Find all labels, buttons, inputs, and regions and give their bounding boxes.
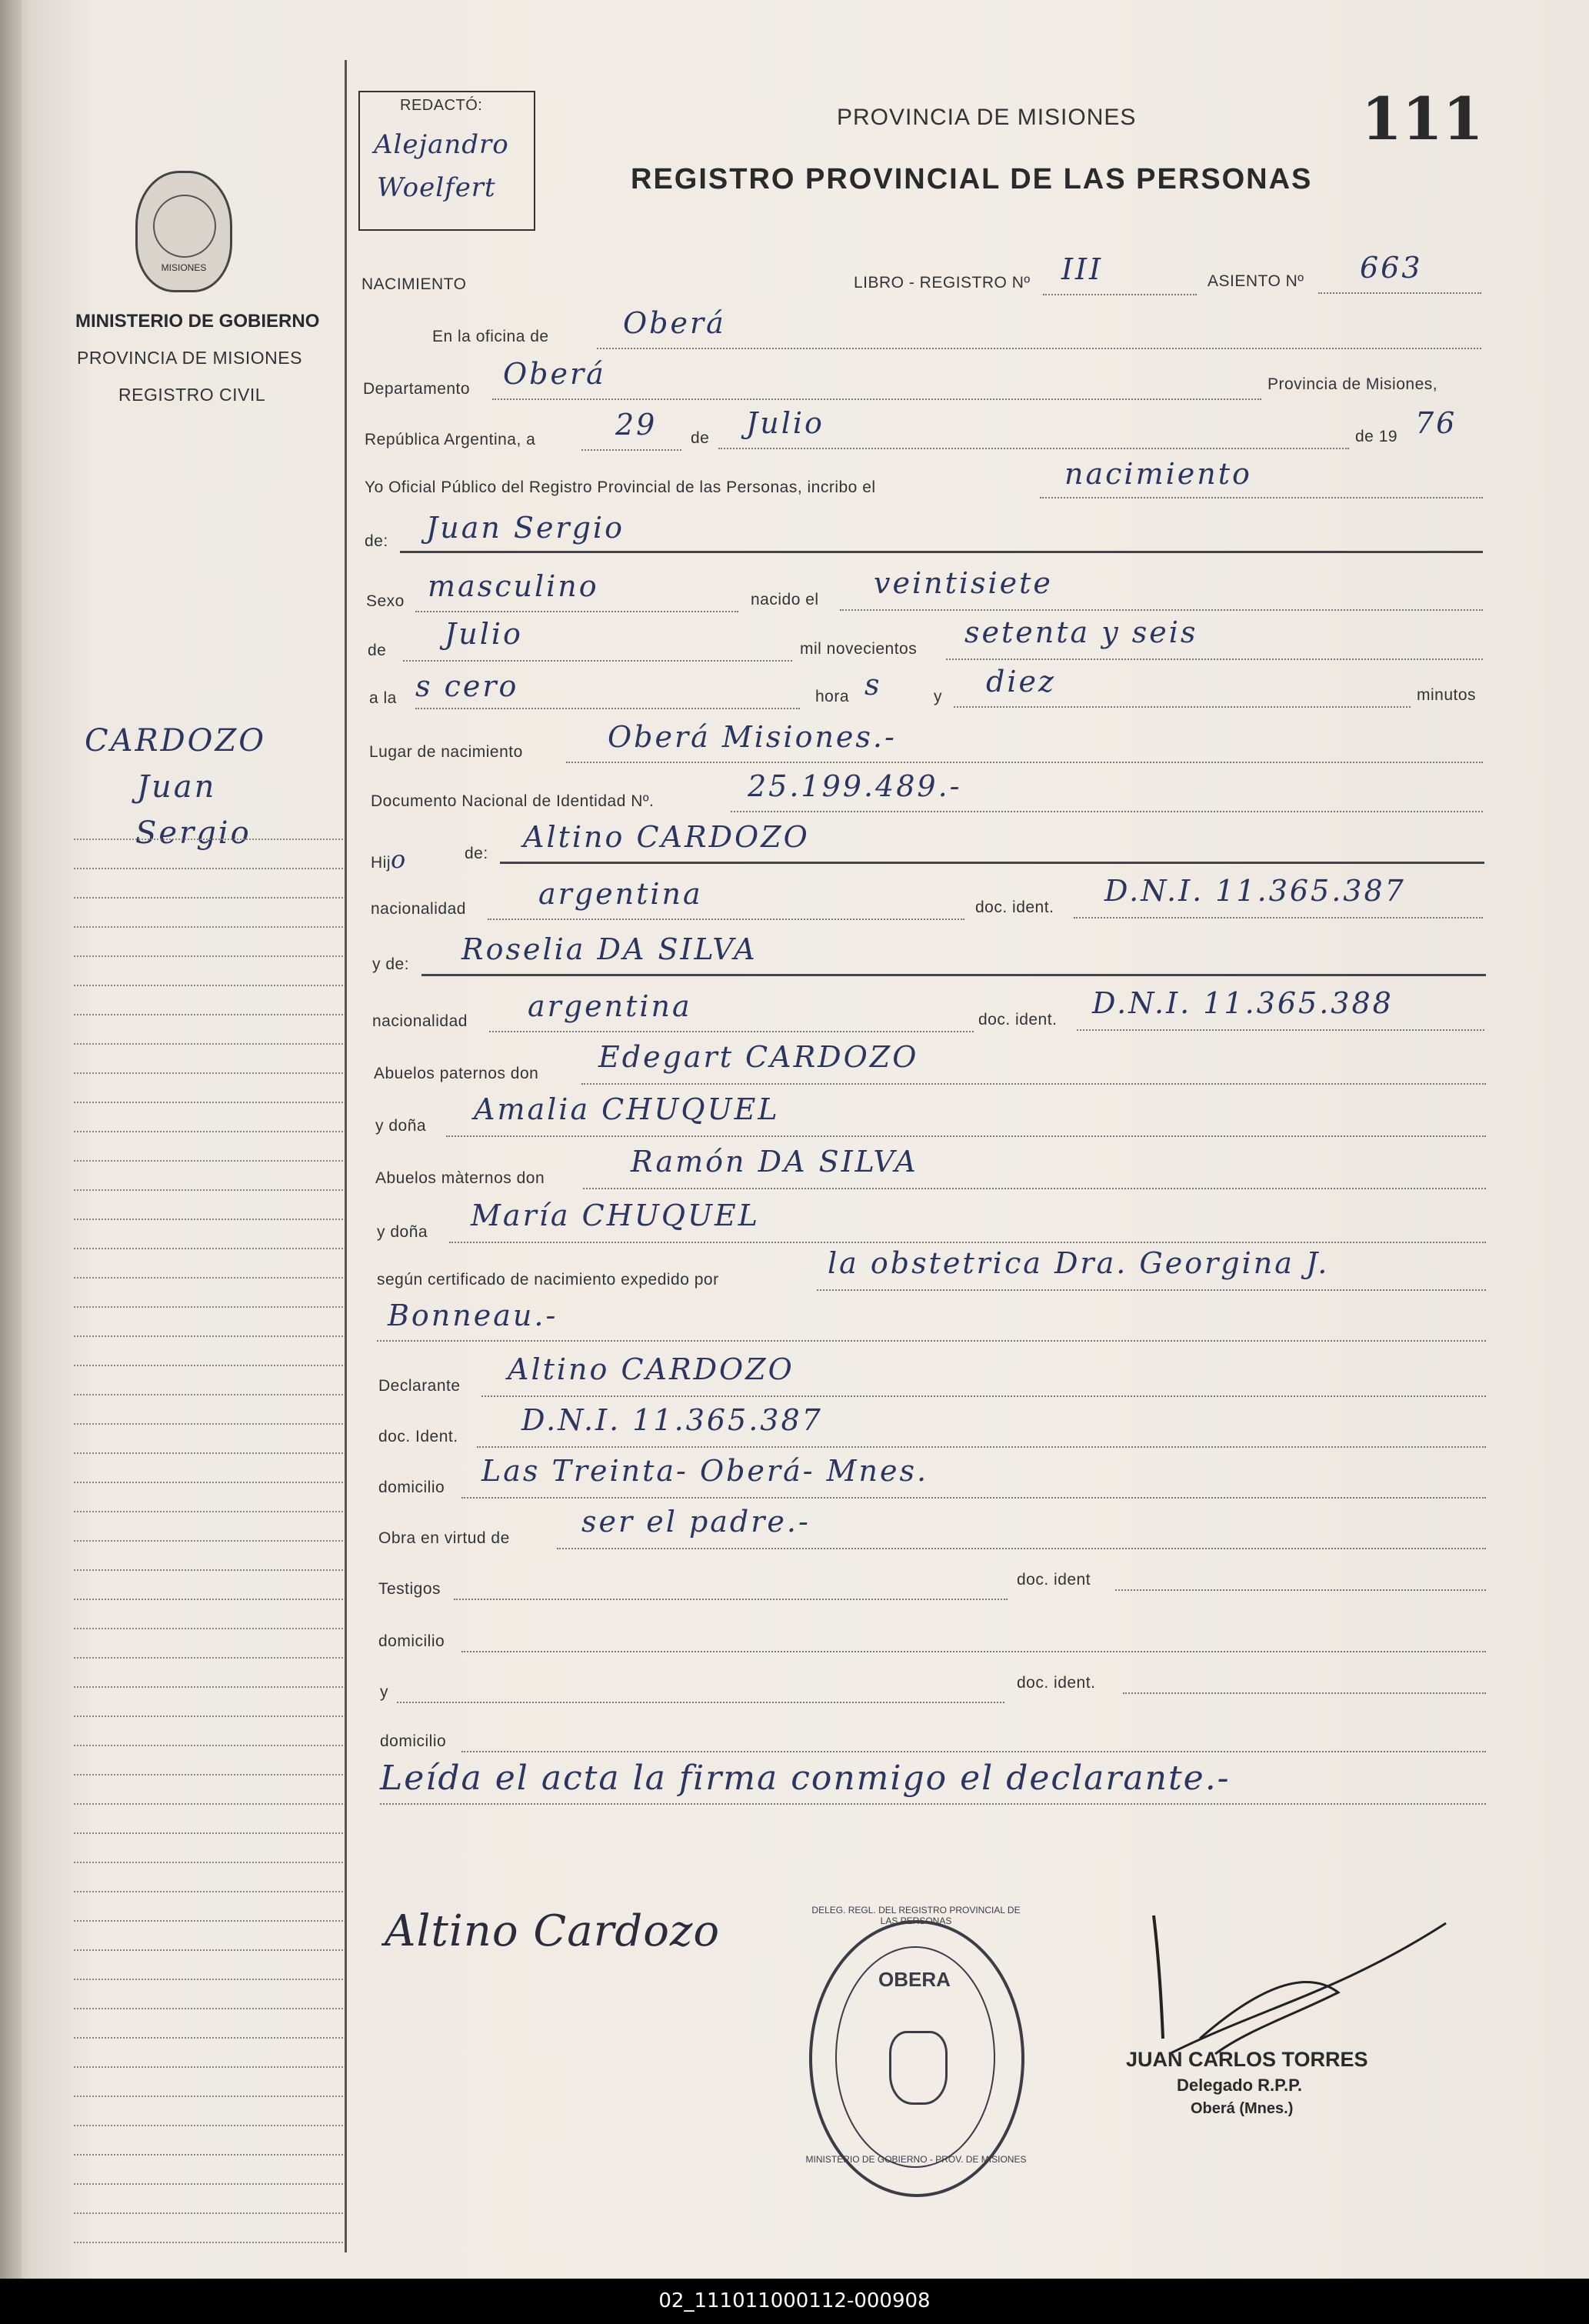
margin-ruled-line (74, 1686, 343, 1688)
minutos-label: minutos (1417, 686, 1477, 704)
mother-value: Roselia DA SILVA (461, 932, 758, 966)
oficina-label: En la oficina de (432, 328, 549, 345)
testigos-label: Testigos (378, 1580, 441, 1598)
margin-ruled-line (74, 1365, 343, 1366)
margin-ruled-line (74, 1423, 343, 1425)
ministry-registro: REGISTRO CIVIL (118, 385, 266, 405)
father-value: Altino CARDOZO (523, 820, 810, 854)
margin-ruled-line (74, 1832, 343, 1834)
margin-ruled-line (74, 839, 343, 840)
margin-ruled-line (74, 1306, 343, 1308)
margin-ruled-line (74, 1335, 343, 1337)
month-value: Julio (746, 406, 824, 440)
nac1-label: nacionalidad (371, 900, 466, 918)
provincia-label: Provincia de Misiones, (1268, 375, 1438, 393)
min-value: diez (986, 665, 1056, 699)
hijo-group (371, 845, 408, 874)
dni-value: 25.199.489.- (748, 769, 962, 803)
registry-title: REGISTRO PROVINCIAL DE LAS PERSONAS (631, 163, 1313, 195)
de-label: de (691, 429, 710, 447)
margin-ruled-line (74, 1219, 343, 1220)
redacto-box (358, 91, 535, 231)
abuelos-p-value: Edegart CARDOZO (598, 1040, 919, 1074)
oficina-value: Oberá (623, 306, 726, 340)
official-place: Oberá (Mnes.) (1191, 2100, 1294, 2117)
margin-ruled-line (74, 1599, 343, 1600)
margin-ruled-line (74, 1102, 343, 1103)
segun-value2: Bonneau.- (388, 1299, 558, 1332)
margin-ruled-line (74, 1160, 343, 1162)
margin-middlename: Sergio (135, 815, 252, 851)
margin-ruled-line (74, 1803, 343, 1805)
republica-label: República Argentina, a (365, 431, 536, 448)
mil-label: mil novecientos (800, 640, 918, 658)
margin-ruled-line (74, 1569, 343, 1571)
dni-label: Documento Nacional de Identidad Nº. (371, 792, 655, 810)
nac1-value: argentina (538, 877, 703, 911)
closing-text: Leída el acta la firma conmigo el declarante.- (380, 1759, 1231, 1798)
margin-ruled-line (74, 2066, 343, 2068)
margin-ruled-line (74, 2096, 343, 2097)
libro-label: LIBRO - REGISTRO Nº (854, 274, 1031, 292)
margin-ruled-line (74, 2154, 343, 2156)
domicilio2-label: domicilio (378, 1632, 445, 1650)
official-role: Delegado R.P.P. (1177, 2076, 1303, 2095)
nacimiento-label: NACIMIENTO (361, 275, 467, 293)
yde-label: y de: (372, 955, 410, 973)
seal-center-text: OBERA (878, 1968, 951, 1991)
margin-ruled-line (74, 955, 343, 957)
margin-ruled-line (74, 1862, 343, 1863)
dona2-value: María CHUQUEL (471, 1199, 761, 1232)
month2-value: Julio (445, 617, 523, 651)
seal-bottom-text: MINISTERIO DE GOBIERNO - PROV. DE MISIONES (805, 2154, 1027, 2165)
margin-ruled-line (74, 1248, 343, 1249)
crest-icon (135, 171, 232, 292)
docident5-label: doc. ident. (1017, 1674, 1096, 1692)
margin-ruled-line (74, 1657, 343, 1659)
margin-ruled-line (74, 1891, 343, 1892)
nac2-value: argentina (528, 989, 692, 1023)
margin-ruled-line (74, 1979, 343, 1980)
day-value: 29 (615, 408, 658, 442)
abuelos-m-label: Abuelos màternos don (375, 1169, 545, 1187)
province-header: PROVINCIA DE MISIONES (837, 105, 1137, 130)
oficial-label: Yo Oficial Público del Registro Provincial de las Personas, incribo el (365, 478, 876, 496)
redacto-name2: Woelfert (377, 172, 496, 203)
margin-ruled-line (74, 1774, 343, 1776)
margin-ruled-line (74, 1628, 343, 1629)
docident3-label: doc. Ident. (378, 1428, 458, 1445)
ministry-name: MINISTERIO DE GOBIERNO (75, 311, 320, 332)
oficial-value: nacimiento (1064, 457, 1252, 491)
docident1-label: doc. ident. (975, 899, 1054, 916)
ala-label: a la (369, 689, 397, 707)
declarante-label: Declarante (378, 1377, 461, 1395)
margin-ruled-line (74, 1043, 343, 1045)
hijo-suffix: o (391, 845, 408, 874)
margin-ruled-line (74, 985, 343, 986)
declarante-value: Altino CARDOZO (508, 1352, 794, 1386)
hijo-label: Hij (371, 854, 391, 872)
docident2-value: D.N.I. 11.365.388 (1092, 986, 1394, 1020)
sexo-value: masculino (428, 569, 599, 603)
nacido-value: veintisiete (874, 566, 1053, 600)
margin-ruled-line (74, 1511, 343, 1512)
margin-ruled-line (74, 1452, 343, 1454)
ministry-province: PROVINCIA DE MISIONES (77, 348, 302, 368)
year-value: 76 (1415, 406, 1457, 440)
docident1-value: D.N.I. 11.365.387 (1104, 874, 1406, 908)
margin-ruled-line (74, 868, 343, 869)
margin-ruled-line (74, 926, 343, 928)
dona1-value: Amalia CHUQUEL (474, 1092, 780, 1126)
binding-spine (0, 0, 22, 2279)
declarant-signature: Altino Cardozo (385, 1906, 721, 1956)
margin-ruled-line (74, 2212, 343, 2214)
de2-label: de (368, 642, 387, 659)
domicilio-value: Las Treinta- Oberá- Mnes. (481, 1454, 929, 1488)
libro-value: III (1061, 252, 1104, 286)
departamento-value: Oberá (503, 357, 606, 391)
docident2-label: doc. ident. (978, 1011, 1058, 1029)
sexo-label: Sexo (366, 592, 405, 610)
dona2-label: y doña (377, 1223, 428, 1241)
margin-firstname: Juan (137, 769, 217, 805)
y-label: y (934, 688, 942, 705)
official-seal (805, 1905, 1027, 2197)
margin-ruled-line (74, 2125, 343, 2126)
departamento-label: Departamento (363, 380, 471, 398)
dona1-label: y doña (375, 1117, 427, 1135)
de-name-label: de: (365, 532, 388, 550)
redacto-name1: Alejandro (374, 129, 509, 160)
domicilio3-label: domicilio (380, 1732, 447, 1750)
hora-label: hora (815, 688, 850, 705)
segun-value: la obstetrica Dra. Georgina J. (828, 1246, 1330, 1280)
y2-label: y (380, 1683, 388, 1701)
margin-ruled-line (74, 2008, 343, 2009)
margin-ruled-line (74, 2242, 343, 2243)
margin-ruled-line (74, 2037, 343, 2039)
margin-rule (345, 60, 347, 2252)
margin-ruled-line (74, 1131, 343, 1132)
margin-surname: CARDOZO (85, 723, 267, 759)
margin-ruled-line (74, 1715, 343, 1717)
margin-ruled-line (74, 1189, 343, 1191)
child-name-value: Juan Sergio (426, 511, 625, 545)
margin-ruled-line (74, 1072, 343, 1074)
docident3-value: D.N.I. 11.365.387 (521, 1403, 823, 1437)
image-id-footer: 02_111011000112-000908 (0, 2279, 1589, 2324)
obra-value: ser el padre.- (581, 1505, 811, 1539)
seal-crest-icon (889, 2031, 948, 2105)
ala-value: s cero (415, 669, 519, 703)
seal-top-text: DELEG. REGL. DEL REGISTRO PROVINCIAL DE LAS PERSONAS (811, 1905, 1021, 1926)
segun-label: según certificado de nacimiento expedido por (377, 1271, 719, 1289)
nacido-label: nacido el (751, 591, 819, 609)
official-name: JUAN CARLOS TORRES (1126, 2048, 1368, 2071)
mil-value: setenta y seis (964, 615, 1198, 649)
lugar-label: Lugar de nacimiento (369, 743, 523, 761)
lugar-value: Oberá Misiones.- (608, 720, 897, 754)
margin-ruled-line (74, 2183, 343, 2185)
asiento-label: ASIENTO Nº (1208, 272, 1304, 290)
year-label: de 19 (1355, 428, 1398, 445)
margin-ruled-line (74, 1014, 343, 1015)
nac2-label: nacionalidad (372, 1012, 468, 1030)
margin-ruled-line (74, 897, 343, 899)
docident4-label: doc. ident (1017, 1571, 1091, 1589)
margin-ruled-line (74, 1394, 343, 1395)
margin-ruled-line (74, 1277, 343, 1279)
abuelos-m-value: Ramón DA SILVA (631, 1145, 918, 1179)
crest-text: MISIONES (161, 262, 207, 273)
abuelos-p-label: Abuelos paternos don (374, 1065, 539, 1082)
page-number: 111 (1361, 85, 1484, 153)
domicilio-label: domicilio (378, 1479, 445, 1496)
margin-ruled-line (74, 1540, 343, 1542)
hora-value: s (864, 668, 882, 702)
asiento-value: 663 (1360, 251, 1423, 285)
margin-ruled-line (74, 1920, 343, 1922)
margin-ruled-line (74, 1949, 343, 1951)
obra-label: Obra en virtud de (378, 1529, 510, 1547)
margin-ruled-line (74, 1482, 343, 1483)
margin-ruled-line (74, 1745, 343, 1746)
hijo-de-label: de: (465, 845, 488, 862)
redacto-label: REDACTÓ: (400, 97, 483, 114)
